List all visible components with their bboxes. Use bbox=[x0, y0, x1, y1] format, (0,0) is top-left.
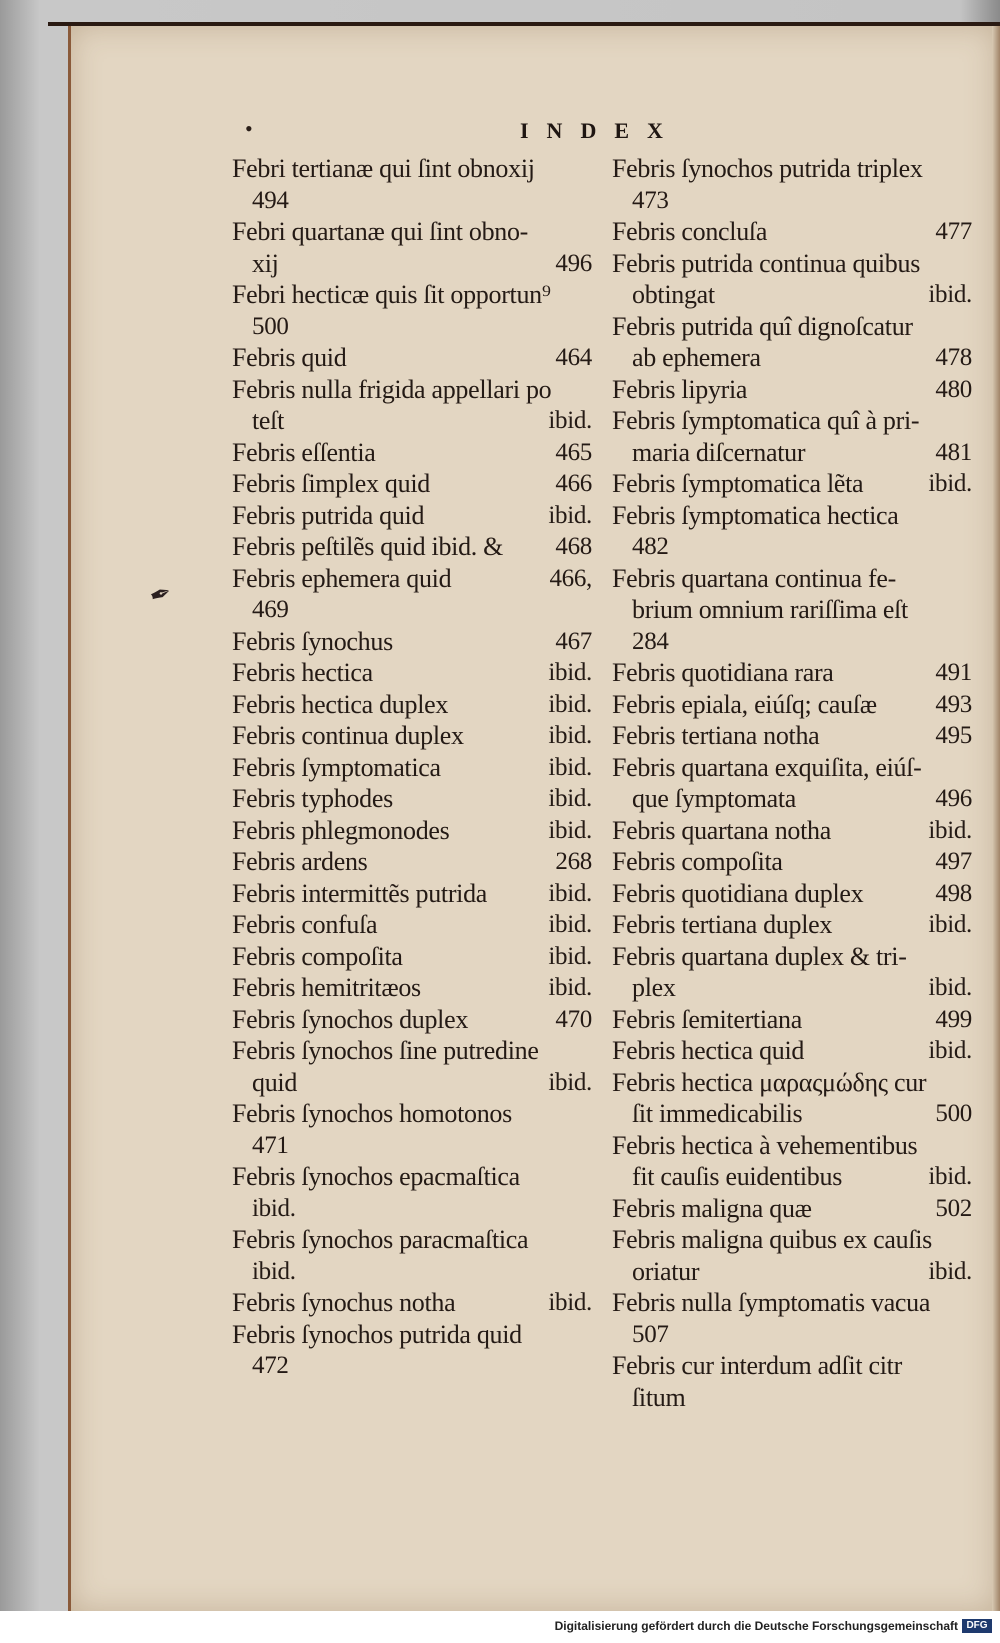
entry-term: Febris quartana duplex & tri- bbox=[612, 941, 907, 971]
index-entry bbox=[232, 531, 592, 563]
entry-continuation: quid bbox=[252, 1067, 298, 1097]
index-entry bbox=[232, 1319, 592, 1382]
entry-page-ref: 497 bbox=[935, 848, 972, 875]
index-entry bbox=[612, 248, 972, 311]
entry-term: Febris putrida quid bbox=[232, 500, 425, 530]
entry-page-ref: 470 bbox=[555, 1005, 592, 1033]
entry-page-ref: ibid. bbox=[548, 1068, 592, 1096]
entry-continuation: oriatur bbox=[632, 1256, 700, 1286]
entry-term: Febris confuſa bbox=[232, 910, 378, 939]
entry-page-ref: ibid. bbox=[548, 974, 592, 1001]
index-entry bbox=[232, 783, 592, 815]
entry-term: Febris quotidiana duplex bbox=[612, 878, 864, 908]
entry-term: Febris hectica duplex bbox=[232, 689, 449, 719]
entry-page-ref: ibid. bbox=[928, 816, 972, 844]
index-entry bbox=[232, 941, 592, 973]
entry-term: Febris ſymptomatica lẽta bbox=[612, 469, 864, 498]
entry-page-ref: ibid. bbox=[548, 785, 592, 812]
entry-term: Febris ſynochus notha bbox=[232, 1288, 456, 1317]
entry-term: Febris compoſita bbox=[612, 847, 783, 876]
entry-term: Febris compoſita bbox=[232, 941, 403, 971]
index-entry bbox=[612, 1004, 972, 1036]
entry-term: Febris ſemitertiana bbox=[612, 1004, 802, 1034]
entry-page-ref: 284 bbox=[632, 627, 669, 655]
index-entry bbox=[612, 689, 972, 721]
entry-term: Febris ſynochus bbox=[232, 626, 393, 656]
index-entry bbox=[612, 1193, 972, 1225]
index-entry bbox=[232, 1035, 592, 1098]
entry-term: Febris hectica μαραςμώδης cur bbox=[612, 1067, 927, 1097]
index-entry bbox=[612, 1287, 972, 1350]
entry-term: Febris eſſentia bbox=[232, 437, 376, 467]
index-entry bbox=[612, 941, 972, 1004]
entry-term: Febris continua duplex bbox=[232, 721, 464, 750]
entry-page-ref: ibid. bbox=[548, 407, 592, 434]
entry-continuation: fit cauſis euidentibus bbox=[632, 1162, 843, 1191]
margin-mark-icon: ✒ bbox=[145, 577, 176, 612]
entry-page-ref: 500 bbox=[935, 1100, 972, 1127]
index-entry bbox=[232, 909, 592, 941]
entry-continuation: obtingat bbox=[632, 280, 715, 309]
entry-page-ref: ibid. bbox=[548, 942, 592, 970]
entry-page-ref: 468 bbox=[555, 533, 592, 560]
index-entry bbox=[232, 563, 592, 595]
index-entry bbox=[232, 626, 592, 658]
page-title: INDEX bbox=[520, 118, 681, 143]
index-entry bbox=[612, 216, 972, 248]
index-entry bbox=[612, 909, 972, 941]
index-column-right bbox=[612, 153, 972, 1413]
entry-term: Febris quotidiana rara bbox=[612, 658, 834, 687]
entry-term: Febris lipyria bbox=[612, 374, 748, 404]
index-entry bbox=[612, 1067, 972, 1130]
entry-term: Febris hectica bbox=[232, 658, 373, 687]
index-entry bbox=[612, 374, 972, 406]
dfg-logo-icon: DFG bbox=[962, 1619, 992, 1633]
entry-page-ref: ibid. bbox=[548, 659, 592, 686]
index-entry bbox=[232, 468, 592, 500]
index-entry bbox=[612, 720, 972, 752]
index-entry bbox=[232, 437, 592, 469]
index-entry bbox=[612, 657, 972, 689]
index-entry bbox=[232, 878, 592, 910]
index-entry bbox=[232, 594, 592, 626]
page-fore-edge bbox=[992, 26, 1000, 1611]
entry-term: Febris ſymptomatica bbox=[232, 752, 441, 782]
entry-term: Febris putrida quî dignoſcatur bbox=[612, 311, 913, 341]
entry-continuation: ab ephemera bbox=[632, 343, 761, 372]
digitization-footer bbox=[0, 1611, 1000, 1643]
entry-continuation: teſt bbox=[252, 406, 285, 435]
entry-page-ref: ibid. bbox=[548, 911, 592, 938]
entry-page-ref: 498 bbox=[935, 879, 972, 907]
entry-term: Febris quartana exquiſita, eiúſ- bbox=[612, 752, 922, 782]
entry-term: Febris maligna quæ bbox=[612, 1193, 812, 1223]
entry-term: Febris quid bbox=[232, 343, 347, 372]
entry-term: Febris quartana notha bbox=[612, 815, 831, 845]
index-entry bbox=[612, 563, 972, 658]
entry-continuation: xij bbox=[252, 248, 279, 278]
entry-page-ref: 496 bbox=[555, 249, 592, 277]
index-entry bbox=[612, 815, 972, 847]
entry-page-ref: 481 bbox=[935, 438, 972, 466]
index-entry bbox=[232, 500, 592, 532]
entry-continuation: plex bbox=[632, 973, 676, 1002]
entry-term: Febris cur interdum adſit citr bbox=[612, 1351, 902, 1380]
index-entry bbox=[612, 752, 972, 815]
entry-term: Febris ſynochos putrida triplex bbox=[612, 154, 923, 183]
index-entry bbox=[612, 468, 972, 500]
entry-term: Febri hecticæ quis ſit opportun⁹ bbox=[232, 280, 551, 309]
entry-term: Febris quartana continua fe- bbox=[612, 563, 896, 593]
entry-term: Febris ſymptomatica quî à pri- bbox=[612, 406, 920, 435]
entry-term: Febris hectica à vehementibus bbox=[612, 1130, 918, 1160]
entry-term: Febris ſymptomatica hectica bbox=[612, 500, 899, 530]
entry-page-ref: ibid. bbox=[548, 879, 592, 907]
entry-term: Febris ſynochos putrida quid bbox=[232, 1319, 522, 1349]
entry-page-ref: 500 bbox=[252, 312, 289, 340]
entry-term: Febris hectica quid bbox=[612, 1036, 805, 1065]
entry-term: Febris nulla frigida appellari po bbox=[232, 374, 552, 404]
index-entry bbox=[232, 846, 592, 878]
entry-page-ref: ibid. bbox=[928, 281, 972, 308]
entry-term: Febris phlegmonodes bbox=[232, 815, 450, 845]
entry-page-ref: 466, bbox=[549, 564, 592, 592]
entry-page-ref: 495 bbox=[935, 722, 972, 749]
entry-page-ref: 465 bbox=[555, 438, 592, 466]
index-entry bbox=[232, 1287, 592, 1319]
index-entry bbox=[612, 1350, 972, 1413]
index-column-left bbox=[232, 153, 592, 1382]
entry-term: Febris typhodes bbox=[232, 784, 393, 813]
entry-page-ref: 471 bbox=[252, 1131, 289, 1159]
index-entry bbox=[232, 815, 592, 847]
entry-page-ref: 480 bbox=[935, 375, 972, 403]
entry-page-ref: ibid. bbox=[548, 816, 592, 844]
entry-continuation: ſit immedicabilis bbox=[632, 1099, 803, 1128]
index-entry bbox=[612, 405, 972, 468]
entry-page-ref: ibid. bbox=[928, 1163, 972, 1190]
index-entry bbox=[232, 279, 592, 342]
entry-term: Febris peſtilẽs quid ibid. & bbox=[232, 532, 504, 561]
entry-term: Febri quartanæ qui ſint obno- bbox=[232, 217, 529, 246]
entry-page-ref: 493 bbox=[935, 690, 972, 718]
entry-page-ref: 482 bbox=[632, 533, 669, 560]
page-header bbox=[0, 118, 1000, 154]
entry-term: Febris ſynochos ſine putredine bbox=[232, 1036, 539, 1065]
entry-page-ref: 478 bbox=[935, 344, 972, 371]
entry-page-ref: 496 bbox=[935, 785, 972, 812]
entry-page-ref: ibid. bbox=[548, 753, 592, 781]
entry-page-ref: 477 bbox=[935, 218, 972, 245]
entry-page-ref: ibid. bbox=[548, 722, 592, 749]
entry-page-ref: 502 bbox=[935, 1194, 972, 1222]
entry-continuation: que ſymptomata bbox=[632, 784, 797, 813]
entry-term: Febris hemitritæos bbox=[232, 973, 421, 1002]
entry-term: Febris epiala, eiúſq; cauſæ bbox=[612, 689, 877, 719]
entry-page-ref: ibid. bbox=[928, 470, 972, 497]
index-entry bbox=[232, 689, 592, 721]
index-entry bbox=[232, 720, 592, 752]
entry-term: Febris ſynochos homotonos bbox=[232, 1099, 512, 1128]
entry-term: Febris maligna quibus ex cauſis bbox=[612, 1225, 932, 1254]
entry-page-ref: 466 bbox=[555, 470, 592, 497]
entry-term: Febri tertianæ qui ſint obnoxij bbox=[232, 154, 535, 183]
entry-page-ref: ibid. bbox=[548, 690, 592, 718]
index-entry bbox=[612, 846, 972, 878]
index-entry bbox=[612, 1130, 972, 1193]
index-entry bbox=[232, 374, 592, 437]
index-entry bbox=[612, 153, 972, 216]
entry-term: Febris tertiana duplex bbox=[612, 910, 833, 939]
entry-term: Febris ſynochos duplex bbox=[232, 1004, 469, 1034]
index-entry bbox=[612, 500, 972, 563]
index-entry bbox=[232, 752, 592, 784]
index-entry bbox=[232, 1161, 592, 1224]
entry-page-ref: 499 bbox=[935, 1005, 972, 1033]
entry-term: Febris ſimplex quid bbox=[232, 469, 430, 498]
entry-term: Febris putrida continua quibus bbox=[612, 248, 921, 278]
index-entry bbox=[232, 1004, 592, 1036]
entry-page-ref: 507 bbox=[632, 1320, 669, 1348]
entry-term: Febris ardens bbox=[232, 847, 368, 876]
entry-page-ref: ibid. bbox=[252, 1257, 296, 1285]
entry-page-ref: ibid. bbox=[928, 974, 972, 1001]
index-entry bbox=[232, 216, 592, 279]
index-entry bbox=[612, 1224, 972, 1287]
entry-page-ref: 473 bbox=[632, 186, 669, 214]
footer-credit: Digitalisierung gefördert durch die Deutsche Forschungsgemeinschaft bbox=[554, 1619, 958, 1633]
entry-term: Febris ſynochos epacmaſtica bbox=[232, 1162, 520, 1191]
index-entry bbox=[232, 1224, 592, 1287]
entry-page-ref: 464 bbox=[555, 344, 592, 371]
entry-term: Febris ſynochos paracmaſtica bbox=[232, 1225, 529, 1254]
entry-page-ref: ibid. bbox=[928, 1037, 972, 1064]
entry-continuation: ſitum bbox=[632, 1382, 686, 1412]
entry-page-ref: 472 bbox=[252, 1352, 289, 1379]
header-mark: • bbox=[245, 116, 253, 141]
index-entry bbox=[612, 311, 972, 374]
entry-page-ref: 467 bbox=[555, 627, 592, 655]
entry-page-ref: ibid. bbox=[548, 501, 592, 529]
entry-continuation: maria diſcernatur bbox=[632, 437, 806, 467]
entry-term: Febris ephemera quid bbox=[232, 563, 452, 593]
entry-page-ref: 268 bbox=[555, 848, 592, 875]
entry-term: Febris concluſa bbox=[612, 217, 768, 246]
entry-page-ref: ibid. bbox=[252, 1194, 296, 1222]
entry-term: Febris nulla ſymptomatis vacua bbox=[612, 1288, 931, 1317]
entry-page-ref: ibid. bbox=[548, 1289, 592, 1316]
entry-term: Febris intermittẽs putrida bbox=[232, 878, 488, 908]
index-entry bbox=[232, 1098, 592, 1161]
entry-term: Febris tertiana notha bbox=[612, 721, 820, 750]
entry-page-ref: 494 bbox=[252, 186, 289, 214]
index-entry bbox=[232, 657, 592, 689]
index-entry bbox=[232, 153, 592, 216]
entry-page-ref: ibid. bbox=[928, 911, 972, 938]
index-entry bbox=[232, 972, 592, 1004]
index-entry bbox=[612, 878, 972, 910]
entry-page-ref: 491 bbox=[935, 659, 972, 686]
index-entry bbox=[612, 1035, 972, 1067]
index-entry bbox=[232, 342, 592, 374]
entry-page-ref: 469 bbox=[252, 596, 289, 623]
entry-page-ref: ibid. bbox=[928, 1257, 972, 1285]
entry-continuation: brium omnium rariſſima eſt bbox=[632, 595, 908, 624]
